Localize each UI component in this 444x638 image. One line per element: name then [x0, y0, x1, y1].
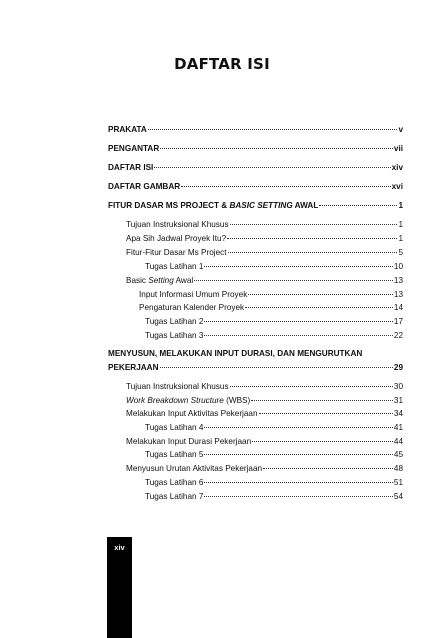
toc-entry-basic-setting[interactable]: Basic Setting Awal 13 — [126, 276, 403, 285]
dot-leader — [204, 454, 392, 455]
toc-entry-menyusun-line1[interactable]: MENYUSUN, MELAKUKAN INPUT DURASI, DAN MENGURUTKAN — [108, 349, 363, 358]
dot-leader — [160, 148, 393, 149]
dot-leader — [204, 496, 392, 497]
toc-entry-tugas-5[interactable]: Tugas Latihan 5 45 — [145, 450, 403, 459]
toc-entry-input-durasi[interactable]: Melakukan Input Durasi Pekerjaan 44 — [126, 437, 403, 446]
dot-leader — [154, 167, 390, 168]
dot-leader — [251, 400, 393, 401]
toc-entry-apa-sih[interactable]: Apa Sih Jadwal Proyek Itu? 1 — [126, 234, 403, 243]
toc-entry-tugas-2[interactable]: Tugas Latihan 2 17 — [145, 317, 403, 326]
dot-leader — [204, 482, 392, 483]
dot-leader — [204, 335, 392, 336]
dot-leader — [230, 386, 393, 387]
toc-entry-input-aktivitas[interactable]: Melakukan Input Aktivitas Pekerjaan 34 — [126, 409, 403, 418]
toc-entry-daftar-gambar[interactable]: DAFTAR GAMBAR xvi — [108, 182, 403, 191]
page-number-tab — [107, 537, 132, 638]
dot-leader — [204, 266, 392, 267]
toc-entry-tugas-1[interactable]: Tugas Latihan 1 10 — [145, 262, 403, 271]
toc-entry-tujuan-2[interactable]: Tujuan Instruksional Khusus 30 — [126, 382, 403, 391]
toc-entry-wbs[interactable]: Work Breakdown Structure (WBS) 31 — [126, 396, 403, 405]
toc-entry-pengantar[interactable]: PENGANTAR vii — [108, 144, 403, 153]
dot-leader — [160, 367, 393, 368]
toc-entry-tugas-6[interactable]: Tugas Latihan 6 51 — [145, 478, 403, 487]
toc-entry-daftar-isi[interactable]: DAFTAR ISI xiv — [108, 163, 403, 172]
dot-leader — [194, 280, 393, 281]
dot-leader — [204, 321, 392, 322]
toc-entry-tugas-4[interactable]: Tugas Latihan 4 41 — [145, 423, 403, 432]
dot-leader — [181, 186, 390, 187]
toc-entry-fitur-dasar[interactable]: FITUR DASAR MS PROJECT & BASIC SETTING AWAL 1 — [108, 201, 403, 210]
toc-entry-tujuan-1[interactable]: Tujuan Instruksional Khusus 1 — [126, 220, 403, 229]
toc-entry-tugas-3[interactable]: Tugas Latihan 3 22 — [145, 331, 403, 340]
toc-entry-urutan[interactable]: Menyusun Urutan Aktivitas Pekerjaan 48 — [126, 464, 403, 473]
dot-leader — [227, 238, 397, 239]
toc-entry-input-info[interactable]: Input Informasi Umum Proyek 13 — [139, 290, 403, 299]
toc-entry-menyusun[interactable]: PEKERJAAN 29 — [108, 363, 403, 372]
toc-entry-pengaturan[interactable]: Pengaturan Kalender Proyek 14 — [139, 303, 403, 312]
page-number: xiv — [114, 543, 125, 552]
dot-leader — [252, 441, 393, 442]
dot-leader — [319, 205, 397, 206]
toc-entry-tugas-7[interactable]: Tugas Latihan 7 54 — [145, 492, 403, 501]
toc-entry-prakata[interactable]: PRAKATA v — [108, 125, 403, 134]
dot-leader — [263, 468, 393, 469]
dot-leader — [228, 252, 398, 253]
dot-leader — [204, 427, 392, 428]
dot-leader — [245, 307, 393, 308]
dot-leader — [230, 224, 398, 225]
page-title: DAFTAR ISI — [174, 55, 270, 73]
dot-leader — [259, 413, 393, 414]
dot-leader — [248, 294, 393, 295]
toc-entry-fitur-fitur[interactable]: Fitur-Fitur Dasar Ms Project 5 — [126, 248, 403, 257]
dot-leader — [148, 129, 398, 130]
